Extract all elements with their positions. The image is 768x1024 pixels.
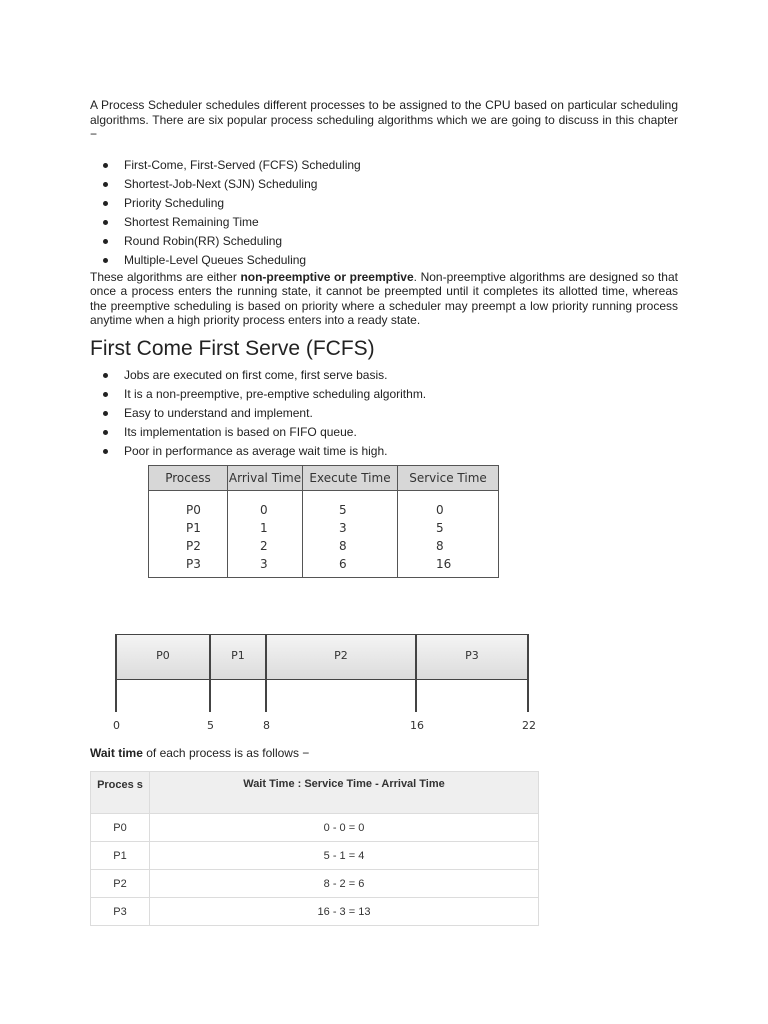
- process-column: [149, 491, 228, 578]
- gantt-tick-label: 22: [522, 719, 536, 732]
- table-cell: P3: [91, 898, 150, 926]
- process-table-header: Arrival Time: [228, 466, 303, 491]
- gantt-tick-label: 0: [113, 719, 120, 732]
- preemption-lead: These algorithms are either: [90, 269, 241, 284]
- list-item: Its implementation is based on FIFO queue.: [90, 423, 678, 442]
- intro-paragraph: A Process Scheduler schedules different processes to be assigned to the CPU based on particular scheduling algorithms. There are six popular process scheduling algorithms which we are going to discuss in this chapter −: [90, 98, 678, 141]
- table-cell: 8: [436, 539, 444, 553]
- table-cell: P0: [186, 503, 201, 517]
- process-table-header: Process: [149, 466, 228, 491]
- table-cell: 5 - 1 = 4: [150, 842, 539, 870]
- execute-column: [303, 491, 398, 578]
- gantt-chart: [116, 634, 528, 712]
- fcfs-points: [90, 366, 678, 461]
- gantt-divider: [265, 634, 267, 712]
- process-table: [148, 465, 499, 578]
- list-item: Shortest-Job-Next (SJN) Scheduling: [90, 175, 678, 194]
- table-cell: 5: [436, 521, 444, 535]
- list-item: Round Robin(RR) Scheduling: [90, 232, 678, 251]
- gantt-segment-p2: P2: [334, 649, 348, 662]
- gantt-divider: [415, 634, 417, 712]
- table-cell: 6: [339, 557, 347, 571]
- table-cell: P2: [91, 870, 150, 898]
- table-cell: P1: [186, 521, 201, 535]
- list-item: Poor in performance as average wait time is high.: [90, 442, 678, 461]
- gantt-tick-label: 5: [207, 719, 214, 732]
- algorithm-list: [90, 156, 678, 270]
- arrival-column: [228, 491, 303, 578]
- wait-intro: [90, 746, 309, 760]
- table-cell: 8: [339, 539, 347, 553]
- table-cell: 8 - 2 = 6: [150, 870, 539, 898]
- gantt-segment-p1: P1: [231, 649, 245, 662]
- table-cell: 3: [260, 557, 268, 571]
- table-cell: 1: [260, 521, 268, 535]
- wait-table-header-process: Proces s: [91, 772, 150, 814]
- table-cell: 5: [339, 503, 347, 517]
- table-cell: 0: [436, 503, 444, 517]
- process-table-header: Service Time: [398, 466, 499, 491]
- fcfs-heading: First Come First Serve (FCFS): [90, 336, 375, 360]
- wait-intro-bold: Wait time: [90, 746, 143, 760]
- list-item: Priority Scheduling: [90, 194, 678, 213]
- table-row: [91, 898, 539, 926]
- gantt-tick-label: 16: [410, 719, 424, 732]
- table-row: [91, 870, 539, 898]
- service-column: [398, 491, 499, 578]
- list-item: Jobs are executed on first come, first serve basis.: [90, 366, 678, 385]
- list-item: First-Come, First-Served (FCFS) Scheduling: [90, 156, 678, 175]
- table-cell: P3: [186, 557, 201, 571]
- table-row: [91, 842, 539, 870]
- list-item: It is a non-preemptive, pre-emptive scheduling algorithm.: [90, 385, 678, 404]
- list-item: Easy to understand and implement.: [90, 404, 678, 423]
- table-cell: 3: [339, 521, 347, 535]
- table-row: [91, 814, 539, 842]
- table-cell: 0 - 0 = 0: [150, 814, 539, 842]
- process-table-header: Execute Time: [303, 466, 398, 491]
- list-item: Shortest Remaining Time: [90, 213, 678, 232]
- gantt-segment-p0: P0: [156, 649, 170, 662]
- gantt-tick-label: 8: [263, 719, 270, 732]
- table-cell: 16: [436, 557, 452, 571]
- preemption-rest: . Non-preemptive algorithms are designed so that once a process enters the running state, it cannot be preempted until it completes its allotted time, whereas the preemptive scheduling is based on priority where a scheduler may preempt a low priority running process anytime when a high priority process enters into a ready state.: [90, 269, 678, 327]
- preemption-bold: non-preemptive or preemptive: [240, 269, 414, 284]
- gantt-divider: [527, 634, 529, 712]
- table-cell: P0: [91, 814, 150, 842]
- document-body: [90, 98, 678, 461]
- list-item: Multiple-Level Queues Scheduling: [90, 251, 678, 270]
- table-cell: 2: [260, 539, 268, 553]
- table-cell: 0: [260, 503, 268, 517]
- gantt-divider: [115, 634, 117, 712]
- wait-intro-rest: of each process is as follows −: [142, 746, 310, 760]
- table-cell: P2: [186, 539, 201, 553]
- wait-time-table: [90, 771, 539, 926]
- gantt-divider: [209, 634, 211, 712]
- gantt-segment-p3: P3: [465, 649, 479, 662]
- table-cell: P1: [91, 842, 150, 870]
- wait-table-header-calc: Wait Time : Service Time - Arrival Time: [150, 772, 539, 814]
- table-cell: 16 - 3 = 13: [150, 898, 539, 926]
- preemption-paragraph: [90, 270, 678, 328]
